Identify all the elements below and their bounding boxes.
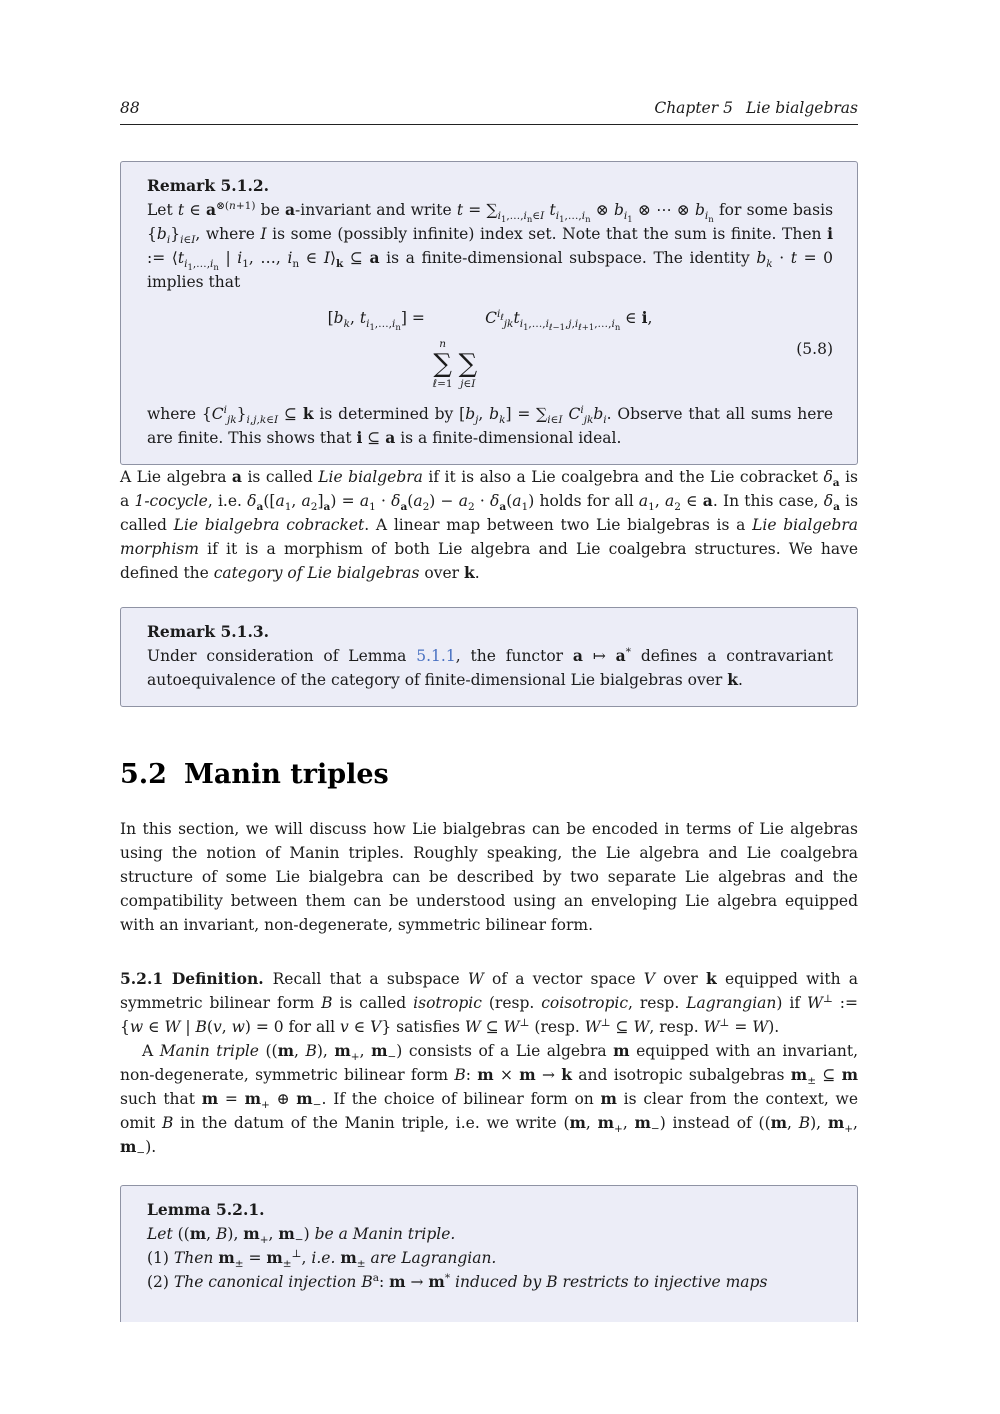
remark-box-5-1-3 bbox=[120, 607, 858, 707]
remark-box-5-1-2 bbox=[120, 161, 858, 465]
definition-5-2-1 bbox=[120, 967, 858, 1159]
paragraph-lie-bialgebra: A Lie algebra a is called Lie bialgebra if it is also a Lie coalgebra and the Lie cobracket $\delta_a$ is a 1-cocycle, i.e. $\delta_a([a_1$, $a_2]_a) = a_1 \cdot \delta_a(a_2) - a_2 \cdot \delta_a(a_1)$ holds for all $a_1$, $a_2$ ∈ a. In this case, $\delta_a$ is called Lie bialgebra cobracket. A linear map between two Lie bialgebras is a Lie bialgebra morphism if it is a morphism of both Lie algebra and Lie coalgebra structures. We have defined the category of Lie bialgebras over k. bbox=[120, 466, 859, 582]
definition-label: 5.2.1 Definition. bbox=[120, 968, 264, 988]
lemma-box-5-2-1 bbox=[120, 1185, 858, 1322]
lemma-title: Lemma 5.2.1. bbox=[147, 1199, 265, 1219]
remark-5-1-3-body: Under consideration of Lemma 5.1.1, the functor a ↦ a* defines a contravariant autoequivalence of the category of finite-dimensional Lie bialgebras over k. bbox=[147, 645, 833, 689]
lemma-intro: Let ((m, B), $m_+$, $m_-$) be a Manin triple. bbox=[147, 1223, 456, 1246]
header-rule bbox=[120, 124, 858, 125]
page-number: 88 bbox=[120, 99, 140, 117]
page-header bbox=[120, 96, 858, 120]
chapter-label: Chapter 5 bbox=[654, 99, 733, 117]
definition-paragraph-2: A Manin triple ((m, B), $m_+$, $m_-$) consists of a Lie algebra m equipped with an invariant, non-degenerate, symmetric bilinear form B: m × m → k and isotropic subalgebras $m_\pm$ ⊆ m such that $m = m_+$ ⊕ $m_-$. If the choice of bilinear form on m is clear from the context, we omit B in the datum of the Manin triple, i.e. we write (m, $m_+$, $m_-$) instead of ((m, B), $m_+$, $m_-$). bbox=[120, 1040, 859, 1159]
running-head bbox=[654, 96, 858, 120]
section-heading-5-2 bbox=[120, 759, 858, 791]
equation-row bbox=[147, 306, 833, 392]
ref-lemma-5-1-1[interactable]: 5.1.1 bbox=[416, 646, 456, 665]
section-title: Manin triples bbox=[183, 758, 389, 790]
paragraph-section-intro: In this section, we will discuss how Lie bialgebras can be encoded in terms of Lie algebras using the notion of Manin triples. Roughly speaking, the Lie algebra and Lie coalgebra structure of some Lie bialgebra can be described by two separate Lie algebras and the compatibility between them can be understood using an enveloping Lie algebra equipped with an invariant, non-degenerate, symmetric bilinear form. bbox=[120, 819, 858, 934]
remark-5-1-3-title: Remark 5.1.3. bbox=[147, 621, 270, 641]
definition-body: Recall that a subspace W of a vector space V over k equipped with a symmetric bilinear form B is called isotropic (resp. coisotropic, resp. Lagrangian) if W⊥ := {w ∈ W | B(v, w) = 0 for all v ∈ V} satisfies W ⊆ W⊥ (resp. W⊥ ⊆ W, resp. W⊥ = W). bbox=[120, 968, 859, 1036]
definition-paragraph-1 bbox=[120, 967, 858, 1039]
equation-5-8: [$b_k$, $t_{i_1,\dots,i_n}$] = n ∑ ℓ=1 ∑ j∈I $C^{i_\ell}_{jk}t_{i_1,\dots,i_{\ell-1},j,i_{\ell+1},\dots,i_n}$ ∈ i, bbox=[327, 307, 653, 391]
chapter-title: Lie bialgebras bbox=[745, 99, 858, 117]
remark-5-1-2-title: Remark 5.1.2. bbox=[147, 176, 270, 195]
remark-5-1-2-body: Let t ∈ $a^{\otimes(n+1)}$ be a-invariant and write $t = \sum_{i_1,\dots,i_n\in I}$ $t_{i_1,\dots,i_n}$ ⊗ $b_{i_1}$ ⊗ ⋯ ⊗ $b_{i_n}$ for some basis $\{b_i\}_{i\in I}$, where I is some (possibly infinite) index set. Note that the sum is finite. Then i := $⟨t_{i_1,\dots,i_n}$ | $i_1$, …, $i_n$ ∈ $I⟩_k$ ⊆ a is a finite-dimensional subspace. The identity $b_k \cdot t = 0$ implies that bbox=[147, 199, 834, 291]
lemma-item-2: (2) The canonical injection $B^a$: m → m* induced by B restricts to injective maps bbox=[147, 1271, 768, 1291]
lemma-item-1: (1) Then $m_\pm = m_\pm^\perp$, i.e. $m_\pm$ are Lagrangian. bbox=[147, 1247, 497, 1270]
equation-number: (5.8) bbox=[796, 339, 833, 358]
section-number: 5.2 bbox=[120, 758, 167, 790]
remark-5-1-2-body-cont: where $\{C^i_{jk}\}_{i,j,k\in I}$ ⊆ k is determined by [$b_j$, $b_k] = \sum_{i\in I}$ $C^i_{jk}b_i$. Observe that all sums here are finite. This shows that i ⊆ a is a finite-dimensional ideal. bbox=[147, 403, 833, 447]
